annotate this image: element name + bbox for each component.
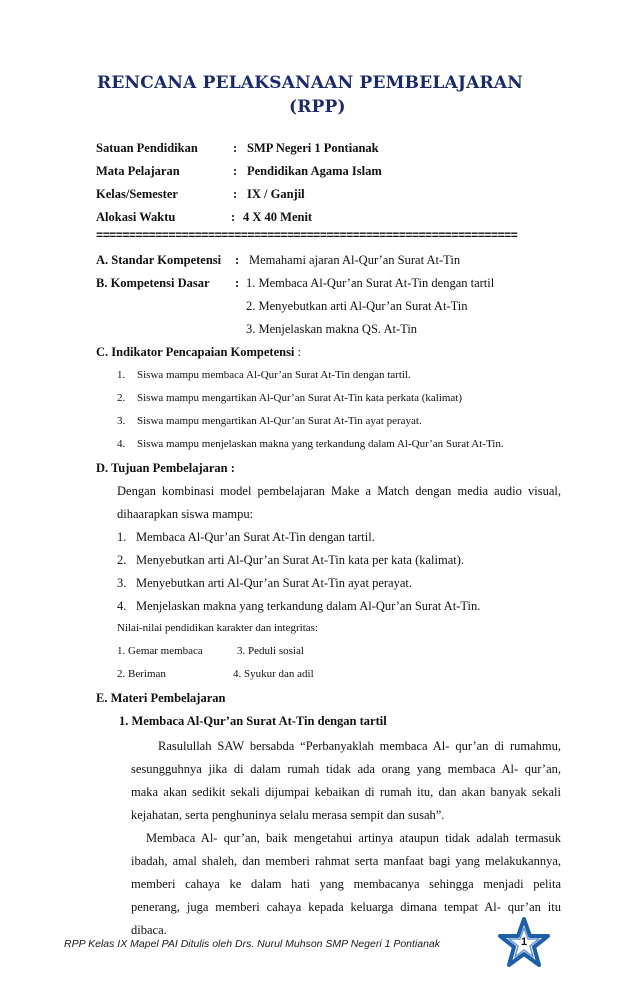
d-item-text: Menjelaskan makna yang terkandung dalam Al-Qur’an Surat At-Tin. [136,599,481,613]
identity-value: IX / Ganjil [247,187,305,201]
paragraph-line: maka akan sedikit sekali dijumpai kebaikan di rumah itu, dan akan banyak sekali [131,785,561,799]
paragraph-line: Membaca Al- qur’an, baik mengetahui artinya ataupun tidak adalah termasuk [146,831,561,845]
paragraph-line: dibaca. [131,923,167,937]
c-item-number: 3. [117,415,126,427]
c-item-text: Siswa mampu mengartikan Al-Qur’an Surat At-Tin ayat perayat. [137,415,422,427]
paragraph-line: sesungguhnya jika di dalam rumah tidak ada orang yang membaca Al- qur’an, [131,762,561,776]
c-item-number: 4. [117,438,126,450]
identity-colon: : [233,164,238,178]
e-heading: E. Materi Pembelajaran [96,691,226,705]
value-item: 1. Gemar membaca [117,645,203,657]
d-item-number: 4. [117,599,127,613]
d-item-text: Menyebutkan arti Al-Qur’an Surat At-Tin ayat perayat. [136,576,412,590]
identity-value: SMP Negeri 1 Pontianak [247,141,379,155]
page-title-abbr: (RPP) [289,97,346,117]
c-item-text: Siswa mampu menjelaskan makna yang terkandung dalam Al-Qur’an Surat At-Tin. [137,438,504,450]
c-item-number: 1. [117,369,126,381]
page-title: RENCANA PELAKSANAAN PEMBELAJARAN [97,73,524,93]
d-item-text: Membaca Al-Qur’an Surat At-Tin dengan tartil. [136,530,375,544]
d-intro-line: Dengan kombinasi model pembelajaran Make a Match dengan media audio visual, [117,484,561,498]
kd-colon: : [235,276,240,290]
kd-label: B. Kompetensi Dasar [96,276,210,290]
d-item-number: 3. [117,576,127,590]
identity-colon: : [233,187,238,201]
kd-item: 1. Membaca Al-Qur’an Surat At-Tin dengan tartil [246,276,495,290]
page-number: 1 [520,936,528,948]
identity-label: Alokasi Waktu [96,210,176,224]
paragraph-line: kejahatan, serta penghuninya selalu merasa sempit dan susah”. [131,808,445,822]
footer-text: RPP Kelas IX Mapel PAI Ditulis oleh Drs. Nurul Muhson SMP Negeri 1 Pontianak [64,938,441,950]
identity-label: Satuan Pendidikan [96,141,198,155]
c-heading-line [96,345,301,360]
d-intro-line: dihaarapkan siswa mampu: [117,507,254,521]
sk-label: A. Standar Kompetensi [96,253,222,267]
kd-item: 3. Menjelaskan makna QS. At-Tin [246,322,418,336]
c-item-text: Siswa mampu membaca Al-Qur’an Surat At-Tin dengan tartil. [137,369,411,381]
d-heading: D. Tujuan Pembelajaran : [96,461,235,475]
sk-colon: : [235,253,240,267]
paragraph-line: ibadah, amal shaleh, dan memberi rahmat serta manfaat bagi yang melakukannya, [131,854,561,868]
c-item-text: Siswa mampu mengartikan Al-Qur’an Surat At-Tin kata perkata (kalimat) [137,392,463,404]
paragraph-line: Rasulullah SAW bersabda “Perbanyaklah membaca Al- qur’an di rumahmu, [158,739,561,753]
separator-line: ================================================================ [96,229,518,243]
value-item: 3. Peduli sosial [237,645,304,657]
value-item: 2. Beriman [117,668,166,680]
sk-value: Memahami ajaran Al-Qur’an Surat At-Tin [249,253,461,267]
identity-value: Pendidikan Agama Islam [247,164,382,178]
c-item-number: 2. [117,392,126,404]
identity-value: 4 X 40 Menit [243,210,313,224]
star-icon [498,917,550,969]
kd-item: 2. Menyebutkan arti Al-Qur’an Surat At-Tin [246,299,468,313]
e-subheading: 1. Membaca Al-Qur’an Surat At-Tin dengan tartil [119,714,387,728]
paragraph-line: memberi cahaya ke dalam hati yang membacanya sehingga menjadi pelita [131,877,561,891]
d-item-text: Menyebutkan arti Al-Qur’an Surat At-Tin kata per kata (kalimat). [136,553,465,567]
identity-label: Kelas/Semester [96,187,178,201]
d-item-number: 2. [117,553,127,567]
c-heading-suffix: : [294,345,302,359]
identity-colon: : [233,141,238,155]
paragraph-line: penerang, juga memberi cahaya kepada keluarga dimana tempat Al- qur’an itu [131,900,561,914]
c-heading: C. Indikator Pencapaian Kompetensi [96,345,295,359]
values-heading: Nilai-nilai pendidikan karakter dan integritas: [117,622,318,634]
value-item: 4. Syukur dan adil [233,668,314,680]
identity-label: Mata Pelajaran [96,164,180,178]
identity-colon: : [231,210,236,224]
d-item-number: 1. [117,530,127,544]
